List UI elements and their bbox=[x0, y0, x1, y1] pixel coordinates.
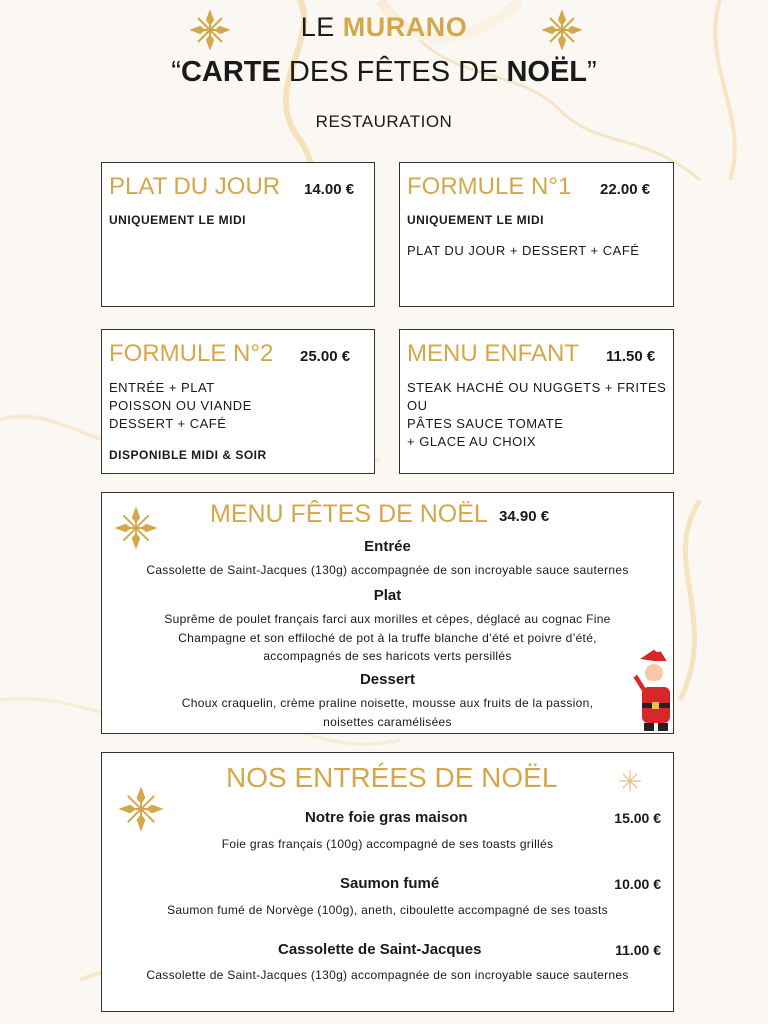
plat-desc-line: Champagne et son effiloché de pot à la truffe blanche d’été et poivre d’été, bbox=[178, 630, 597, 645]
snowflake-icon bbox=[190, 10, 230, 50]
entrees-title: NOS ENTRÉES DE NOËL bbox=[226, 762, 558, 793]
header-murano: MURANO bbox=[342, 12, 468, 42]
menu-enfant-line: PÂTES SAUCE TOMATE bbox=[407, 416, 564, 431]
entree-label: Entrée bbox=[364, 538, 411, 555]
dessert-label: Dessert bbox=[359, 671, 416, 688]
plat-desc-line: accompagnés de ses haricots verts persillés bbox=[263, 649, 512, 663]
santa-icon bbox=[628, 645, 674, 733]
menu-enfant-lines bbox=[407, 379, 666, 451]
header-le: LE bbox=[300, 12, 335, 42]
menu-enfant-line: STEAK HACHÉ OU NUGGETS + FRITES bbox=[407, 380, 667, 395]
header-title bbox=[0, 12, 768, 43]
formule1-box bbox=[399, 162, 674, 307]
menu-noel-box bbox=[101, 492, 674, 734]
menu-enfant-price: 11.50 € bbox=[606, 348, 656, 365]
plat-desc bbox=[102, 610, 673, 666]
entree-item-price: 11.00 € bbox=[615, 942, 661, 958]
title-middle: DES FÊTES DE bbox=[280, 56, 507, 88]
formule2-box bbox=[101, 329, 375, 474]
formule2-line: DESSERT + CAFÉ bbox=[109, 416, 227, 431]
dessert-desc-line: noisettes caramélisées bbox=[323, 714, 452, 729]
formule2-price: 25.00 € bbox=[300, 348, 351, 365]
plat-du-jour-title: PLAT DU JOUR bbox=[109, 173, 281, 200]
formule2-line: ENTRÉE + PLAT bbox=[109, 380, 215, 395]
snowflake-icon bbox=[119, 787, 163, 831]
formule2-title: FORMULE N°2 bbox=[109, 340, 274, 367]
formule2-line: POISSON OU VIANDE bbox=[109, 398, 252, 413]
title-noel: NOËL bbox=[506, 56, 588, 88]
entree-item-price: 10.00 € bbox=[614, 876, 661, 892]
header-subtitle: RESTAURATION bbox=[315, 112, 453, 131]
entree-item-price: 15.00 € bbox=[614, 810, 661, 826]
menu-noel-title: MENU FÊTES DE NOËL bbox=[210, 500, 488, 528]
plat-desc-line: Suprême de poulet français farci aux morilles et cèpes, déglacé au cognac Fine bbox=[164, 612, 611, 626]
entree-item-name: Cassolette de Saint-Jacques bbox=[278, 941, 482, 958]
entree-item-name: Notre foie gras maison bbox=[305, 809, 468, 826]
title-carte: CARTE bbox=[180, 56, 281, 88]
title-close-quote: ” bbox=[587, 56, 597, 88]
formule1-line: PLAT DU JOUR + DESSERT + CAFÉ bbox=[407, 243, 640, 258]
plat-du-jour-box bbox=[101, 162, 375, 307]
snowflake-icon bbox=[115, 507, 157, 549]
formule1-title: FORMULE N°1 bbox=[407, 173, 572, 200]
entree-item-desc: Foie gras français (100g) accompagné de ses toasts grillés bbox=[221, 837, 554, 851]
entree-item-desc: Cassolette de Saint-Jacques (130g) accompagnée de son incroyable sauce sauternes bbox=[146, 968, 629, 982]
plat-label: Plat bbox=[373, 587, 402, 604]
entree-item-desc: Saumon fumé de Norvège (100g), aneth, ciboulette accompagné de ses toasts bbox=[167, 903, 608, 917]
dessert-desc bbox=[102, 694, 673, 731]
menu-enfant-title: MENU ENFANT bbox=[407, 340, 580, 367]
entrees-box bbox=[101, 752, 674, 1012]
entree-item-name: Saumon fumé bbox=[340, 875, 440, 892]
formule2-lines bbox=[109, 379, 252, 433]
menu-enfant-line: OU bbox=[407, 398, 428, 413]
plat-du-jour-note: UNIQUEMENT LE MIDI bbox=[109, 213, 246, 227]
snowflake-icon bbox=[618, 769, 642, 793]
menu-enfant-line: + GLACE AU CHOIX bbox=[407, 434, 537, 449]
title-open-quote: “ bbox=[171, 56, 181, 88]
menu-enfant-box bbox=[399, 329, 674, 474]
snowflake-icon bbox=[542, 10, 582, 50]
formule1-note: UNIQUEMENT LE MIDI bbox=[407, 213, 544, 227]
menu-noel-price: 34.90 € bbox=[499, 508, 550, 525]
entree-desc: Cassolette de Saint-Jacques (130g) accompagnée de son incroyable sauce sauternes bbox=[146, 563, 629, 577]
header-carte-title bbox=[0, 56, 768, 89]
formule2-note: DISPONIBLE MIDI & SOIR bbox=[109, 448, 267, 462]
dessert-desc-line: Choux craquelin, crème praline noisette, mousse aux fruits de la passion, bbox=[181, 696, 594, 710]
plat-du-jour-price: 14.00 € bbox=[304, 181, 355, 198]
formule1-price: 22.00 € bbox=[600, 181, 651, 198]
